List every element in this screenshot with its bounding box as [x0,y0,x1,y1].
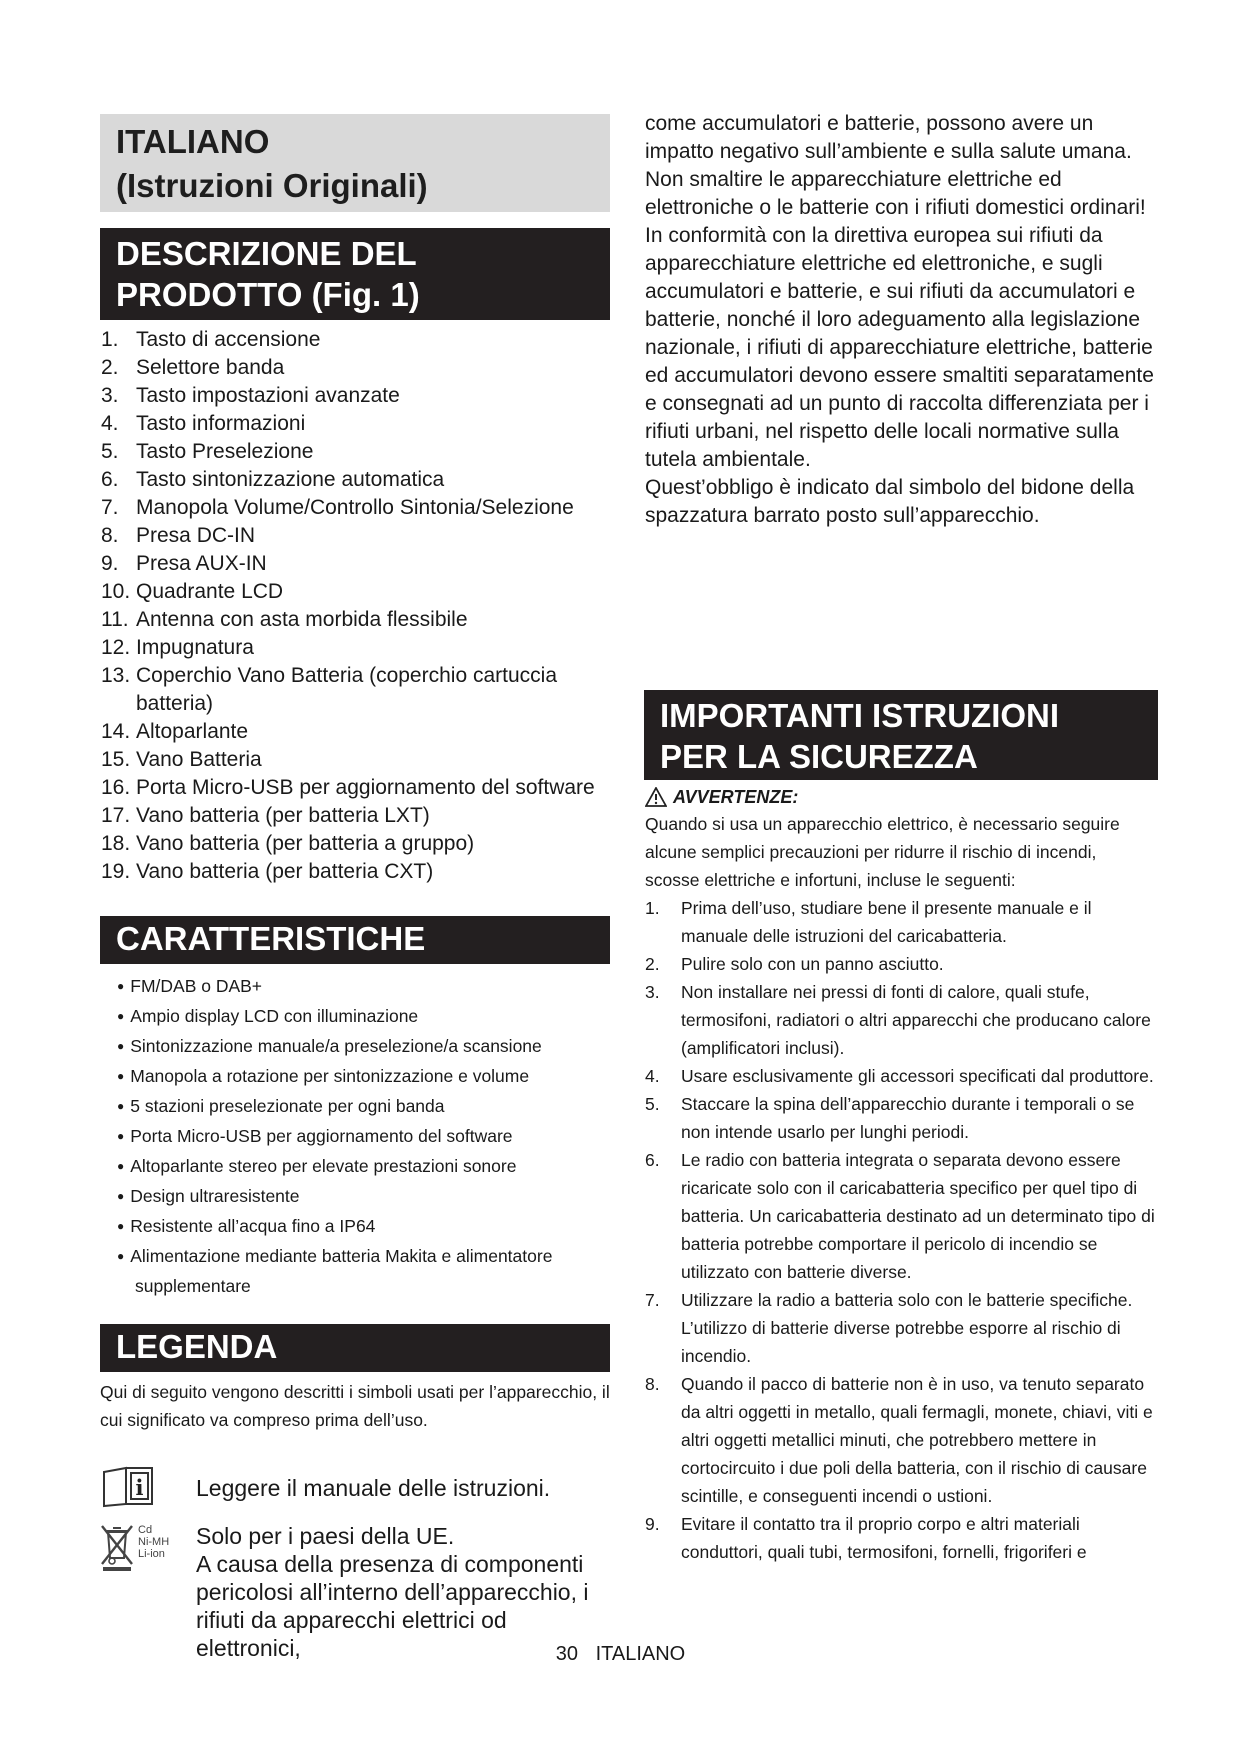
safety-item [645,1286,1155,1370]
page-footer [0,1643,1241,1666]
description-item-text: Vano batteria (per batteria a gruppo) [136,832,475,855]
safety-item-number: 1. [645,898,660,918]
weee-continuation: come accumulatori e batterie, possono avere un impatto negativo sull’ambiente e sulla salute umana. [645,112,1132,163]
safety-item [645,1370,1155,1510]
description-item [100,746,610,774]
bin-symbol-obligation: Quest’obbligo è indicato dal simbolo del bidone della spazzatura barrato posto sull’apparecchio. [645,476,1135,527]
description-item-number: 3. [101,384,119,407]
description-heading-line1: DESCRIZIONE DEL [116,235,417,272]
description-item-text: Tasto sintonizzazione automatica [136,468,445,491]
description-item-number: 12. [101,636,131,659]
safety-item-text: Usare esclusivamente gli accessori specificati dal produttore. [681,1066,1154,1086]
safety-item-text: Staccare la spina dell’apparecchio durante i temporali o se non intende usarlo per lunghi periodi. [681,1094,1135,1142]
description-item [100,522,610,550]
feature-item: ● Resistente all’acqua fino a IP64 [100,1212,610,1242]
description-item-number: 8. [101,524,119,547]
description-item-number: 10. [101,580,131,603]
safety-heading [644,690,1158,780]
description-heading [100,228,610,320]
warnings-block [645,784,1155,1566]
description-item [100,662,610,718]
description-item-text: Antenna con asta morbida flessibile [136,608,468,631]
language-title: ITALIANO [116,123,270,160]
description-item-number: 6. [101,468,119,491]
weee-label-liion: Li-ion [138,1548,165,1560]
safety-item-number: 2. [645,954,660,974]
warning-title [645,784,1155,810]
description-item-text: Coperchio Vano Batteria (coperchio cartuccia batteria) [136,664,557,715]
description-item-number: 14. [101,720,131,743]
no-dispose-warning: Non smaltire le apparecchiature elettriche ed elettroniche o le batterie con i rifiuti domestici ordinari! [645,168,1146,219]
description-item-number: 16. [101,776,131,799]
description-item [100,774,610,802]
description-item [100,634,610,662]
description-item [100,830,610,858]
safety-item-text: Prima dell’uso, studiare bene il presente manuale e il manuale delle istruzioni del caricabatteria. [681,898,1092,946]
safety-item-text: Le radio con batteria integrata o separata devono essere ricaricate solo con il caricabatteria specifico per quel tipo di batteria. Un caricabatteria destinato ad un determinato tipo di batteria potrebbe comportare il pericolo di incendio se utilizzato con batterie diverse. [681,1150,1155,1282]
safety-item-number: 8. [645,1374,660,1394]
description-item-number: 2. [101,356,119,379]
feature-item: ● Design ultraresistente [100,1182,610,1212]
description-item-text: Tasto impostazioni avanzate [136,384,400,407]
description-item-text: Porta Micro-USB per aggiornamento del software [136,776,595,799]
page-number: 30 [555,1643,579,1665]
description-item [100,718,610,746]
description-item-number: 15. [101,748,131,771]
warning-title-text: AVVERTENZE: [673,787,799,807]
feature-item: ● Alimentazione mediante batteria Makita e alimentatore supplementare [100,1242,610,1300]
weee-label-nimh: Ni-MH [138,1536,170,1548]
description-item [100,466,610,494]
language-title-box [100,114,610,212]
safety-item-number: 3. [645,982,660,1002]
symbol-row-weee [100,1522,610,1662]
legend-intro: Qui di seguito vengono descritti i simboli usati per l’apparecchio, il cui significato va compreso prima dell’uso. [100,1382,610,1430]
description-item-text: Vano batteria (per batteria CXT) [136,860,434,883]
safety-item [645,1062,1155,1090]
features-list [100,972,610,1300]
right-column [645,110,1155,530]
description-item-number: 11. [101,608,129,631]
description-item [100,494,610,522]
feature-item: ● FM/DAB o DAB+ [100,972,610,1002]
svg-text:i: i [135,1475,144,1500]
description-item-text: Tasto informazioni [136,412,306,435]
description-item-number: 13. [101,664,131,687]
safety-list [645,894,1155,1566]
description-item-text: Tasto di accensione [136,328,321,351]
safety-item [645,978,1155,1062]
description-item [100,326,610,354]
description-item [100,858,610,886]
safety-heading-line1: IMPORTANTI ISTRUZIONI [660,697,1060,734]
description-item [100,382,610,410]
description-item-text: Vano Batteria [136,748,262,771]
features-heading: CARATTERISTICHE [100,916,610,964]
description-item [100,606,610,634]
feature-item: ● Ampio display LCD con illuminazione [100,1002,610,1032]
weee-label-cd: Cd [138,1524,153,1536]
description-item-text: Presa DC-IN [136,524,256,547]
read-manual-icon [100,1464,156,1513]
description-item-text: Vano batteria (per batteria LXT) [136,804,430,827]
feature-item: ● Sintonizzazione manuale/a preselezione/a scansione [100,1032,610,1062]
description-item-number: 19. [101,860,131,883]
safety-item-text: Non installare nei pressi di fonti di calore, quali stufe, termosifoni, radiatori o altri apparecchi che producano calore (amplificatori inclusi). [681,982,1151,1058]
read-manual-text: Leggere il manuale delle istruzioni. [196,1475,551,1501]
safety-item-number: 5. [645,1094,660,1114]
safety-item-number: 6. [645,1150,660,1170]
weee-text-line2: A causa della presenza di componenti pericolosi all’interno dell’apparecchio, i rifiuti da apparecchi elettrici od elettronici, [196,1551,589,1661]
weee-battery-labels [138,1524,169,1560]
safety-heading-line2: PER LA SICUREZZA [660,738,978,775]
safety-item-number: 4. [645,1066,660,1086]
safety-item-number: 7. [645,1290,660,1310]
feature-item: ● 5 stazioni preselezionate per ogni banda [100,1092,610,1122]
description-item-number: 7. [101,496,119,519]
weee-text [196,1522,610,1662]
description-item-number: 4. [101,412,119,435]
safety-item-text: Pulire solo con un panno asciutto. [681,954,944,974]
description-item-text: Selettore banda [136,356,285,379]
description-item-number: 18. [101,832,131,855]
description-item [100,578,610,606]
description-item-number: 1. [101,328,119,351]
safety-item [645,1090,1155,1146]
safety-item [645,894,1155,950]
description-item-number: 9. [101,552,119,575]
feature-item: ● Porta Micro-USB per aggiornamento del software [100,1122,610,1152]
warning-intro: Quando si usa un apparecchio elettrico, è necessario seguire alcune semplici precauzioni per ridurre il rischio di incendi, scosse elettriche e infortuni, incluse le seguenti: [645,814,1120,890]
description-item [100,354,610,382]
description-item-number: 17. [101,804,131,827]
safety-item-text: Utilizzare la radio a batteria solo con le batterie specifiche. L’utilizzo di batterie diverse potrebbe esporre al rischio di incendio. [681,1290,1133,1366]
description-item-text: Tasto Preselezione [136,440,314,463]
feature-item: ● Altoparlante stereo per elevate prestazioni sonore [100,1152,610,1182]
description-item-text: Altoparlante [136,720,249,743]
description-item [100,802,610,830]
description-item-text: Manopola Volume/Controllo Sintonia/Selezione [136,496,574,519]
description-item-number: 5. [101,440,119,463]
safety-item [645,1146,1155,1286]
description-item-text: Impugnatura [136,636,254,659]
language-subtitle: (Istruzioni Originali) [116,167,428,204]
description-item [100,410,610,438]
description-heading-line2: PRODOTTO (Fig. 1) [116,276,420,313]
safety-item [645,1510,1155,1566]
safety-item-text: Quando il pacco di batterie non è in uso, va tenuto separato da altri oggetti in metallo, quali fermagli, monete, chiavi, viti e altri oggetti metallici minuti, che potrebbero mettere in cortocircuito i due poli della batteria, con il rischio di causare scintille, e conseguenti incendi o ustioni. [681,1374,1153,1506]
footer-language: ITALIANO [595,1643,686,1665]
warning-triangle-icon [645,787,667,807]
description-item [100,438,610,466]
feature-item: ● Manopola a rotazione per sintonizzazione e volume [100,1062,610,1092]
safety-item-text: Evitare il contatto tra il proprio corpo e altri materiali conduttori, quali tubi, termosifoni, fornelli, frigoriferi e [681,1514,1087,1562]
left-column [100,114,610,1662]
description-item-text: Presa AUX-IN [136,552,267,575]
directive-conformity: In conformità con la direttiva europea sui rifiuti da apparecchiature elettriche ed elettroniche, e sugli accumulatori e batterie, e sui rifiuti da accumulatori e batterie, nonché il loro adeguamento alla legislazione nazionale, i rifiuti di apparecchiature elettriche, batterie ed accumulatori devono essere smaltiti separatamente e consegnati ad un punto di raccolta differenziata per i rifiuti urbani, nel rispetto delle locali normative sulla tutela ambientale. [645,224,1154,471]
safety-item [645,950,1155,978]
description-list [100,326,610,886]
description-item-text: Quadrante LCD [136,580,284,603]
symbol-row-manual [100,1464,610,1516]
safety-item-number: 9. [645,1514,660,1534]
weee-text-line1: Solo per i paesi della UE. [196,1523,455,1549]
legend-heading: LEGENDA [100,1324,610,1372]
description-item [100,550,610,578]
